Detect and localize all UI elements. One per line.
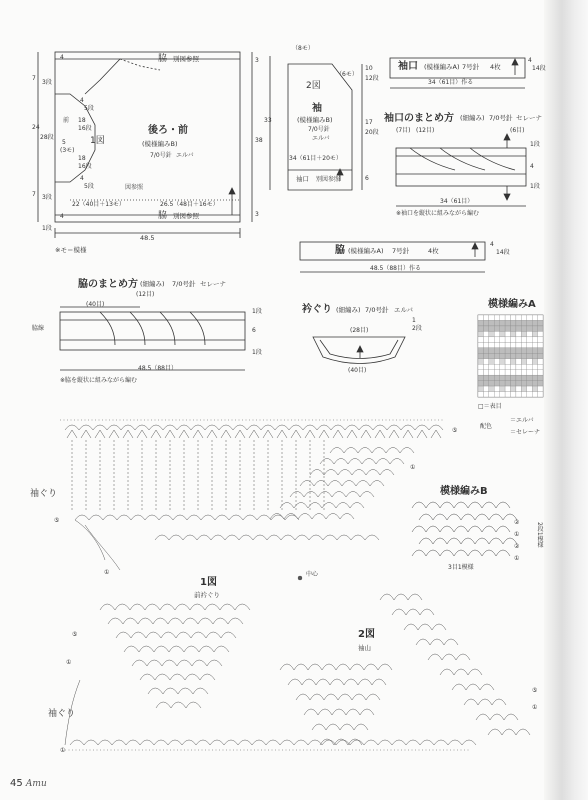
body-side-label: 脇 xyxy=(158,54,168,64)
body-neck-line xyxy=(85,59,120,94)
sleeve-dim-12rows: 12段 xyxy=(365,75,379,82)
pattern-a-color2: ＝セレーナ xyxy=(510,429,541,436)
body-arrow-head xyxy=(229,188,235,194)
neck-dim-a: 1 xyxy=(412,317,416,324)
neck-needle: 7/0号針 xyxy=(365,306,389,314)
sleeve-dim-20rows: 20段 xyxy=(365,129,379,136)
body-fig1-label: 1図 xyxy=(90,136,105,146)
pattern-b-chart xyxy=(412,502,520,556)
side-finish-count-b: (12目) xyxy=(136,291,155,298)
chart-row-e: ⑤ xyxy=(72,631,78,638)
pattern-a-legend: □＝表目 xyxy=(478,403,502,410)
body-main-pattern: (模様編みB) xyxy=(142,140,178,148)
body-main-needle: 7/0号針 xyxy=(150,152,172,159)
cuff-finish-title: 袖口のまとめ方 xyxy=(384,113,454,124)
pattern-b-title: 模様編みB xyxy=(440,486,488,497)
page-brand: Amu xyxy=(25,779,47,789)
cuff-joining-stitches xyxy=(410,148,515,170)
neck-count-a: (28目) xyxy=(350,327,369,334)
body-inner-3motif: (3モ) xyxy=(60,147,75,154)
sleeve-yarn: エルバ xyxy=(312,135,330,142)
chart-center: 中心 xyxy=(306,571,319,578)
cuff-finish-method: (細編み) xyxy=(460,114,485,122)
side-count: 48.5（88目）作る xyxy=(370,265,421,272)
chart-armhole-label: 袖ぐり xyxy=(30,489,58,499)
page-number-text: 45 xyxy=(10,778,23,789)
body-bottom-count: 22（40目＋13モ） xyxy=(72,201,125,208)
pattern-b-repeat: 3目1模様 xyxy=(448,564,474,571)
side-finish-method: (細編み) xyxy=(140,280,165,288)
body-small-dim-a: 4 xyxy=(60,54,64,61)
body-dim-3rows-b: 3段 xyxy=(42,194,52,201)
body-inner-5rows-a: 5段 xyxy=(84,105,94,112)
body-dim-1row: 1段 xyxy=(42,225,52,232)
body-dim-3rows-a: 3段 xyxy=(42,79,52,86)
body-main-yarn: エルバ xyxy=(176,152,194,159)
body-inner-16rows-b: 16段 xyxy=(78,163,92,170)
body-main-label: 後ろ・前 xyxy=(148,125,188,136)
neck-yarn: エルバ xyxy=(394,306,414,314)
pattern-b-row-c: ② xyxy=(514,543,520,550)
side-finish-title: 脇のまとめ方 xyxy=(78,279,138,290)
chart-sleeve-cap: 袖山 xyxy=(358,644,371,652)
pattern-b-row-b: ① xyxy=(514,531,520,538)
sleeve-pattern: (模様編みB) xyxy=(297,116,333,124)
sleeve-cuff: 袖口 xyxy=(296,175,309,183)
body-inner-5: 5 xyxy=(62,139,66,146)
cuff-finish-outline xyxy=(396,148,526,186)
pattern-a-grid xyxy=(478,315,543,397)
chart-row-d: ① xyxy=(104,569,110,576)
body-shoulder-line xyxy=(120,59,160,70)
body-inner-4a: 4 xyxy=(80,97,84,104)
crochet-chart xyxy=(60,420,530,750)
chart-row-b: ① xyxy=(410,464,416,471)
body-note: ※モ＝模様 xyxy=(55,246,87,254)
side-finish-dim-b: 6 xyxy=(252,327,256,334)
sleeve-height: 33 xyxy=(264,117,272,124)
side-finish-note: ※脇を縦状に組みながら編む xyxy=(60,377,138,384)
sleeve-dim-17: 17 xyxy=(365,119,373,126)
chart-fig2: 2図 xyxy=(358,629,375,640)
side-finish-count-a: (40目) xyxy=(86,301,105,308)
side-finish-total: 48.5（88目） xyxy=(138,365,177,372)
cuff-finish-dim-a: 1段 xyxy=(530,141,540,148)
side-rows-a: 4 xyxy=(490,241,494,248)
cuff-finish-dim-b: 4 xyxy=(530,163,534,170)
body-side-label-bottom: 脇 xyxy=(158,211,168,221)
chart-front-neck: 前衿ぐり xyxy=(194,591,220,599)
body-side-ref-bottom: 別図参照 xyxy=(173,212,199,220)
cuff-finish-yarn: セレーナ xyxy=(516,114,542,122)
body-dim-24: 24 xyxy=(32,124,40,131)
chart-armhole-label-2: 袖ぐり xyxy=(48,709,76,719)
cuff-finish-needle: 7/0号針 xyxy=(489,114,513,122)
sleeve-side-top: （6モ） xyxy=(336,71,358,78)
cuff-pattern: (模様編みA) xyxy=(424,63,460,71)
body-side-ref: 別図参照 xyxy=(173,55,199,63)
body-bottom-count2: 26.5（48目＋16モ） xyxy=(160,201,219,208)
body-dim-7a: 7 xyxy=(32,75,36,82)
body-inner-5rows-b: 5段 xyxy=(84,183,94,190)
cuff-finish-count-c: (6目) xyxy=(510,127,525,134)
chart-row-a: ⑤ xyxy=(452,427,458,434)
pattern-a-title: 模様編みA xyxy=(488,299,536,310)
chart-row-c: ⑤ xyxy=(54,517,60,524)
body-dim-7b: 7 xyxy=(32,191,36,198)
body-right-3b: 3 xyxy=(255,211,259,218)
side-finish-needle: 7/0号針 xyxy=(172,280,196,288)
neck-title: 衿ぐり xyxy=(302,304,332,315)
sleeve-dim-6: 6 xyxy=(365,175,369,182)
cuff-finish-total: 34（61目） xyxy=(440,198,474,205)
page-number xyxy=(10,778,47,789)
body-small-dim-b: 4 xyxy=(60,213,64,220)
cuff-finish-note: ※袖口を縦状に組みながら編む xyxy=(396,210,480,217)
body-right-3a: 3 xyxy=(255,57,259,64)
side-pattern: (模様編みA) xyxy=(348,247,384,255)
chart-row-h: ① xyxy=(532,704,538,711)
chart-row-f: ① xyxy=(66,659,72,666)
cuff-count: 34（61目）作る xyxy=(428,79,474,86)
side-finish-yarn: セレーナ xyxy=(200,280,226,288)
side-needle: 7号針 xyxy=(392,247,410,255)
pattern-b-side-note: 2段1模様 xyxy=(536,522,543,548)
sleeve-needle: 7/0号針 xyxy=(308,126,330,133)
body-inner-16rows-a: 16段 xyxy=(78,125,92,132)
pattern-a-color1: ＝エルバ xyxy=(510,417,534,424)
sleeve-fig2: 2図 xyxy=(306,81,321,91)
chart-row-i: ① xyxy=(60,747,66,754)
side-pieces: 4枚 xyxy=(428,247,439,255)
pattern-a-color-label: 配色 xyxy=(480,423,493,430)
side-finish-dim-c: 1段 xyxy=(252,349,262,356)
cuff-pieces: 4枚 xyxy=(490,63,501,71)
cuff-rows-b: 14段 xyxy=(532,65,546,72)
body-right-38: 38 xyxy=(255,137,263,144)
body-width: 48.5 xyxy=(140,234,155,242)
cuff-title: 袖口 xyxy=(398,61,418,72)
pattern-b-row-a: ② xyxy=(514,519,520,526)
sleeve-dim-10: 10 xyxy=(365,65,373,72)
side-rows-b: 14段 xyxy=(496,249,510,256)
body-fig-ref: 図参照 xyxy=(125,184,144,191)
cuff-finish-count-a: (7目) xyxy=(396,127,411,134)
sleeve-cuff-ref: 別図参照 xyxy=(316,176,341,183)
sleeve-top: （8モ） xyxy=(292,45,314,52)
body-inner-4b: 4 xyxy=(80,175,84,182)
neck-count-b: (40目) xyxy=(348,367,367,374)
cuff-needle: 7号針 xyxy=(462,63,480,71)
body-inner-front: 前 xyxy=(63,117,70,124)
sleeve-label: 袖 xyxy=(312,103,322,114)
body-inner-18a: 18 xyxy=(78,117,86,124)
side-title: 脇 xyxy=(335,245,345,256)
neck-method: (細編み) xyxy=(336,306,361,314)
cuff-finish-dim-c: 1段 xyxy=(530,183,540,190)
body-outline xyxy=(55,52,240,222)
side-finish-outline xyxy=(60,312,245,350)
chart-row-g: ⑤ xyxy=(532,687,538,694)
side-finish-dim-a: 1段 xyxy=(252,308,262,315)
chart-fig1: 1図 xyxy=(200,577,217,588)
body-inner-18b: 18 xyxy=(78,155,86,162)
cuff-rows-a: 4 xyxy=(528,57,532,64)
side-finish-line: 脇線 xyxy=(32,325,45,332)
sleeve-count: 34（61目＋20モ） xyxy=(289,155,342,162)
neck-dim-b: 2段 xyxy=(412,325,422,332)
cuff-finish-count-b: (12目) xyxy=(416,127,435,134)
body-dim-28rows: 28段 xyxy=(40,134,54,141)
pattern-b-row-d: ① xyxy=(514,555,520,562)
